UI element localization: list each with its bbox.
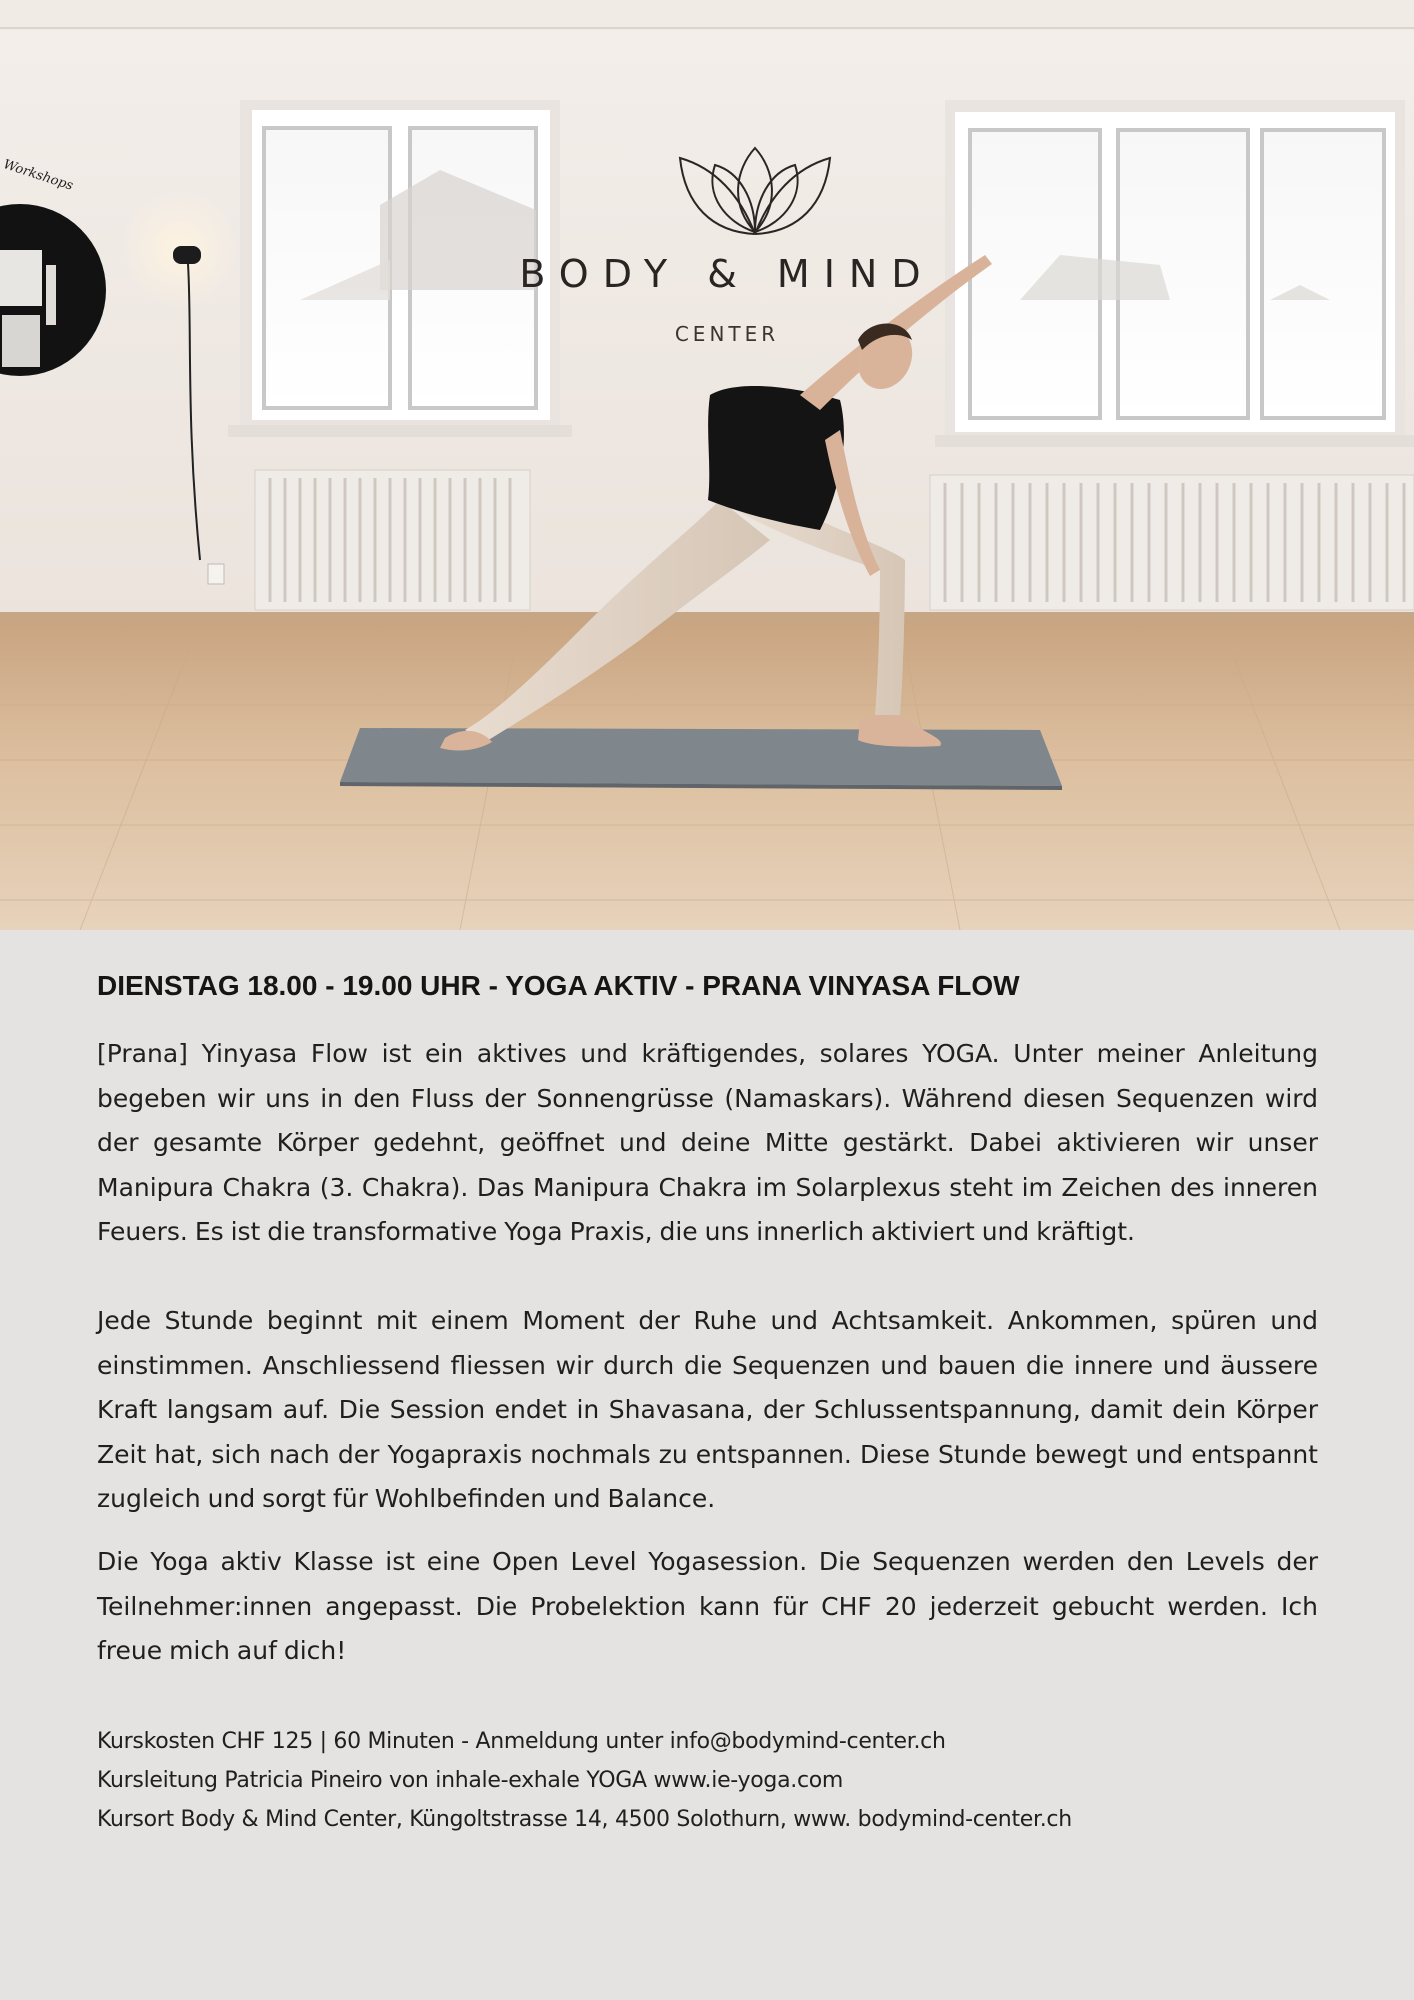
studio-illustration <box>0 0 1414 930</box>
footer-cost: Kurskosten CHF 125 | 60 Minuten - Anmeldung unter info@bodymind-center.ch <box>97 1728 946 1754</box>
ceiling <box>0 0 1414 30</box>
course-description <box>97 966 1318 1839</box>
footer-instructor: Kursleitung Patricia Pineiro von inhale-exhale YOGA www.ie-yoga.com <box>97 1767 844 1793</box>
logo-name: BODY & MIND <box>519 252 935 296</box>
left-radiator <box>255 470 530 610</box>
right-radiator <box>930 475 1414 610</box>
logo-subtitle: CENTER <box>674 322 780 346</box>
pinboard-label: Workshops <box>1 157 75 194</box>
course-footer <box>97 1722 1318 1839</box>
paragraph-level: Die Yoga aktiv Klasse ist eine Open Level Yogasession. Die Sequenzen werden den Levels der Teilnehmer:innen angepasst. Die Probelektion kann für CHF 20 jederzeit gebucht werden. Ich freue mich auf dich! <box>97 1546 1318 1666</box>
paragraph-session: Jede Stunde beginnt mit einem Moment der Ruhe und Achtsamkeit. Ankommen, spüren und einstimmen. Anschliessend fliessen wir durch die Sequenzen und bauen die innere und äussere Kraft langsam auf. Die Session endet in Shavasana, der Schlussentspannung, damit dein Körper Zeit hat, sich nach der Yogapraxis nochmals zu entspannen. Diese Stunde bewegt und entspannt zugleich und sorgt für Wohlbefinden und Balance. <box>97 1305 1318 1514</box>
footer-location: Kursort Body & Mind Center, Küngoltstrasse 14, 4500 Solothurn, www. bodymind-center.ch <box>97 1806 1072 1832</box>
paragraph-intro: [Prana] Yinyasa Flow ist ein aktives und kräftigendes, solares YOGA. Unter meiner Anleitung begeben wir uns in den Fluss der Sonnengrüsse (Namaskars). Während diesen Sequenzen wird der gesamte Körper gedehnt, geöffnet und deine Mitte gestärkt. Dabei aktivieren wir unser Manipura Chakra (3. Chakra). Das Manipura Chakra im Solarplexus steht im Zeichen des inneren Feuers. Es ist die transformative Yoga Praxis, die uns innerlich aktiviert und kräftigt. <box>97 1039 1318 1247</box>
course-heading: DIENSTAG 18.00 - 19.00 UHR - YOGA AKTIV - PRANA VINYASA FLOW <box>97 970 1020 1001</box>
yoga-studio-photo <box>0 0 1414 930</box>
